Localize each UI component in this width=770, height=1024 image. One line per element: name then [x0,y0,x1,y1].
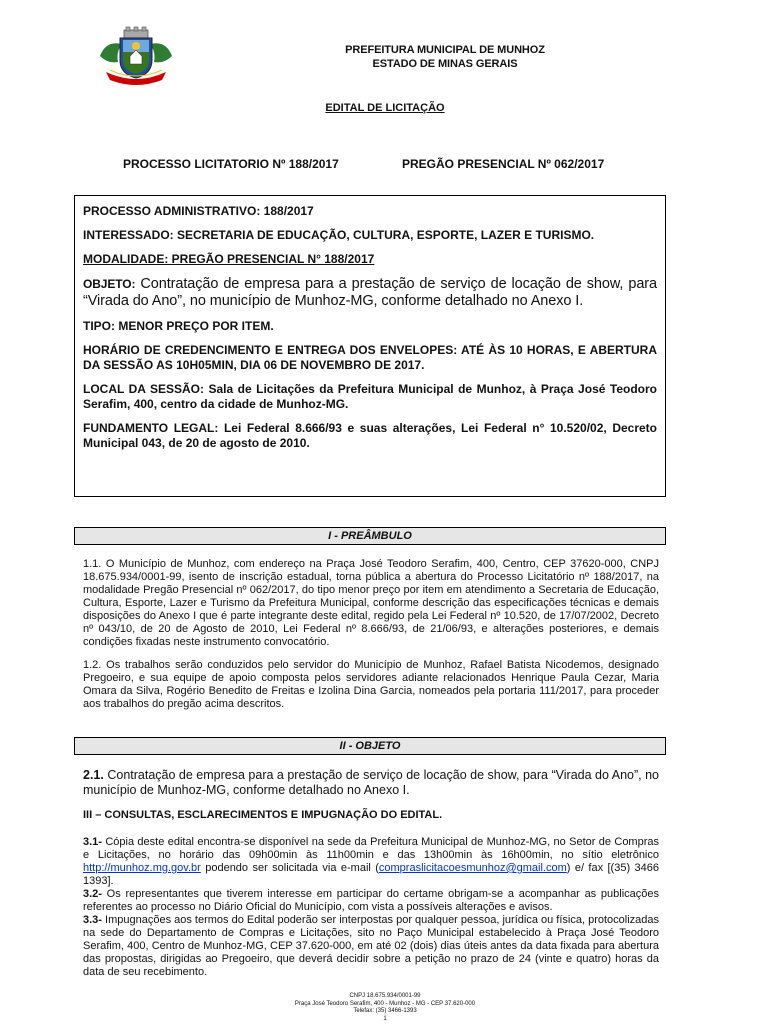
object-description [83,276,657,310]
paragraph-3-2-label: 3.2- [83,888,102,900]
administrative-process: PROCESSO ADMINISTRATIVO: 188/2017 [83,204,314,218]
object-text: Contratação de empresa para a prestação de serviço de locação de show, para “Virada do Ano”, no município de Munhoz-MG, conforme detalhado no Anexo I. [83,276,657,309]
paragraph-1-2-text: 1.2. Os trabalhos serão conduzidos pelo servidor do Município de Munhoz, Rafael Batista Nicodemos, designado Pregoeiro, e sua equipe de apoio composta pelos servidores adiante relacionados Henrique Paula Cezar, Maria Omara da Silva, Rogério Benedito de Freitas e Izolina Dina Garcia, nomeados pela portaria 111/2017, para proceder aos trabalhos do pregão acima descritos. [83,659,659,710]
paragraph-2-1-label: 2.1. [83,768,104,782]
type: TIPO: MENOR PREÇO POR ITEM. [83,319,274,333]
pregao-number: PREGÃO PRESENCIAL Nº 062/2017 [402,157,605,171]
paragraph-3-1 [83,836,659,979]
paragraph-3-2-text: Os representantes que tiverem interesse em participar do certame obrigam-se a acompanhar as publicações referentes ao processo no Diário Oficial do Município, com vista a possíveis alterações e avisos. [83,888,659,913]
municipal-coat-of-arms-logo [96,26,176,88]
footer-address: Praça José Teodoro Serafim, 400 - Munhoz - MG - CEP 37.620-000 [294,1000,476,1007]
paragraph-2-1-text: Contratação de empresa para a prestação de serviço de locação de show, para “Virada do Ano”, no município de Munhoz-MG, conforme detalhado no Anexo I. [83,768,659,797]
footer-page-number: 1 [383,1015,387,1022]
paragraph-3-3-text: Impugnações aos termos do Edital poderão ser interpostas por qualquer pessoa, jurídica ou física, protocolizadas na sede do Departamento de Compras e Licitações, sito no Paço Municipal estabelecido à Praça José Teodoro Serafim, 400, Centro de Munhoz-MG, CEP 37.620-000, em até 02 (dois) dias úteis antes da data fixada para abertura das propostas, dirigidas ao Pregoeiro, que deverá decidir sobre a petição no prazo de 24 (vinte e quatro) horas da data de seu recebimento. [83,914,660,978]
summary-box [74,195,666,497]
paragraph-3-3-label: 3.3- [83,914,102,926]
paragraph-2-1 [83,768,659,798]
footer [0,993,770,1023]
email-link[interactable]: compraslicitacoesmunhoz@gmail.com [378,862,567,874]
paragraph-3-1-label: 3.1- [83,836,102,848]
modality: MODALIDADE: PREGÃO PRESENCIAL N° 188/2017 [83,252,375,266]
paragraph-3-1-text-c: ) e/ fax [(35) 3466 1393]. [83,862,659,887]
website-link[interactable]: http://munhoz.mg.gov.br [83,862,201,874]
document-title: EDITAL DE LICITAÇÃO [325,102,445,114]
object-label: OBJETO: [83,277,136,291]
schedule: HORÁRIO DE CREDENCIMENTO E ENTREGA DOS ENVELOPES: ATÉ ÀS 10 HORAS, E ABERTURA DA SESSÃO AS 10H05MIN, DIA 06 DE NOVEMBRO DE 2017. [83,343,657,372]
municipality-name: PREFEITURA MUNICIPAL DE MUNHOZ [345,44,545,56]
paragraph-1-1 [83,558,659,649]
paragraph-1-1-text: 1.1. O Município de Munhoz, com endereço na Praça José Teodoro Serafim, 400, Centro, CEP 37620-000, CNPJ 18.675.934/0001-99, isento de inscrição estadual, torna pública a abertura do Processo Licitatório nº 188/2017, na modalidade Pregão Presencial nº 062/2017, do tipo menor preço por item em atendimento a Secretaria de Educação, Cultura, Esporte, Lazer e Turismo da Prefeitura Municipal, conforme descrição das especificações técnicas e demais disposições do Anexo I que é parte integrante deste edital, regido pela Lei Federal nº 10.520, de 17/07/2002, Decreto nº 043/10, de 20 de Agosto de 2010, Lei Federal nº 8.666/93, de 21/06/93, e alterações posteriores, e demais condições fixadas neste instrumento convocatório. [83,558,659,648]
paragraph-3-1-text-a: Cópia deste edital encontra-se disponível na sede da Prefeitura Municipal de Munhoz-MG, no Setor de Compras e Licitações, no horário das 09h00min às 11h00min e das 13h00min às 16h00min, no sítio eletrônico [83,836,659,861]
footer-cnpj: CNPJ 18.675.934/0001-99 [349,993,421,999]
process-number: PROCESSO LICITATORIO Nº 188/2017 [123,157,339,171]
paragraph-1-2 [83,659,659,711]
interested-party: INTERESSADO: SECRETARIA DE EDUCAÇÃO, CULTURA, ESPORTE, LAZER E TURISMO. [83,228,595,242]
state-name: ESTADO DE MINAS GERAIS [372,58,518,70]
legal-basis: FUNDAMENTO LEGAL: Lei Federal 8.666/93 e suas alterações, Lei Federal n° 10.520/02, Decreto Municipal 043, de 20 de agosto de 2010. [83,421,657,450]
paragraph-3-1-text-b: podendo ser solicitada via e-mail ( [200,862,379,874]
session-location: LOCAL DA SESSÃO: Sala de Licitações da Prefeitura Municipal de Munhoz, à Praça José Teodoro Serafim, 400, centro da cidade de Munhoz-MG. [83,382,657,411]
footer-phone: Telefax: (35) 3466-1393 [353,1008,417,1014]
section-consultas-header: III – CONSULTAS, ESCLARECIMENTOS E IMPUGNAÇÃO DO EDITAL. [83,809,443,821]
section-preambulo-header: I - PREÂMBULO [74,527,666,545]
section-objeto-header: II - OBJETO [74,737,666,755]
